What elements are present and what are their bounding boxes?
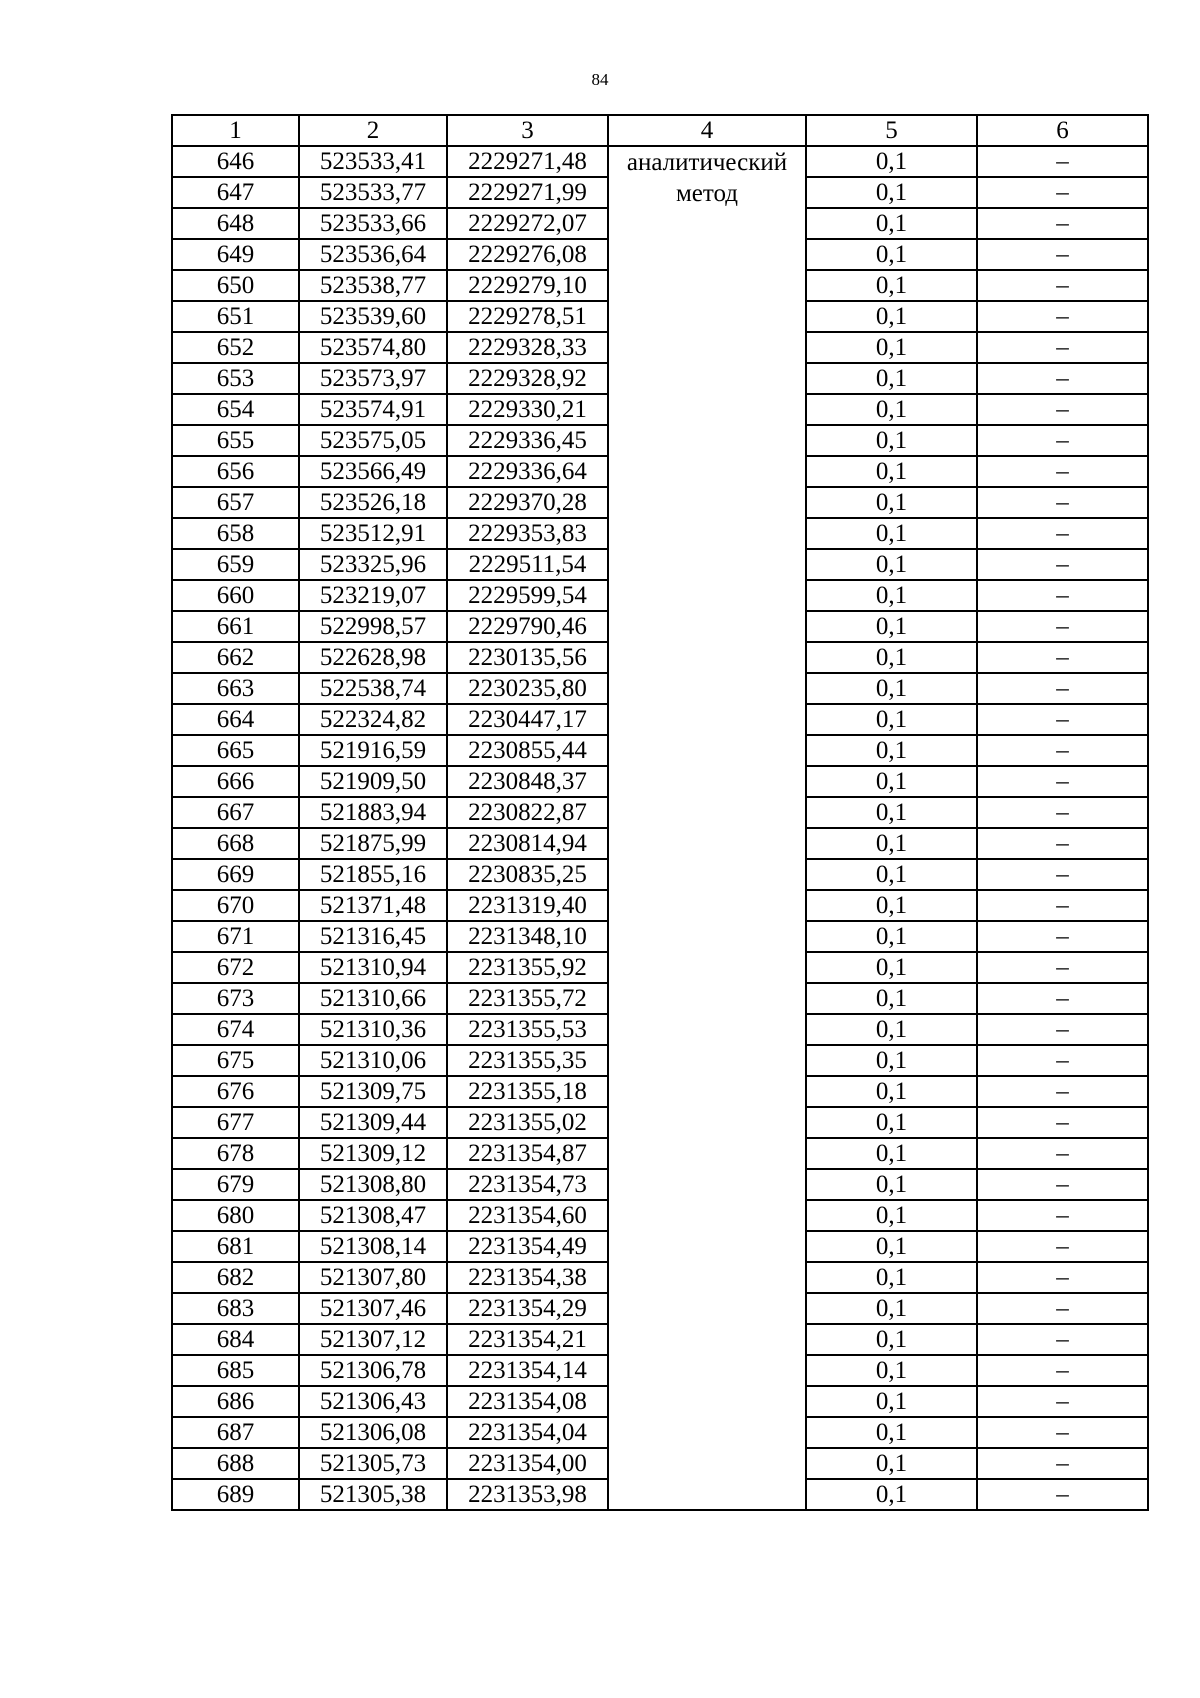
- accuracy-cell: 0,1: [806, 952, 977, 983]
- note-cell: –: [977, 1076, 1148, 1107]
- x-coordinate-cell: 523539,60: [299, 301, 447, 332]
- note-cell: –: [977, 1448, 1148, 1479]
- point-number-cell: 685: [172, 1355, 299, 1386]
- point-number-cell: 682: [172, 1262, 299, 1293]
- accuracy-cell: 0,1: [806, 673, 977, 704]
- y-coordinate-cell: 2231319,40: [447, 890, 608, 921]
- y-coordinate-cell: 2231354,38: [447, 1262, 608, 1293]
- point-number-cell: 655: [172, 425, 299, 456]
- note-cell: –: [977, 735, 1148, 766]
- note-cell: –: [977, 797, 1148, 828]
- table-row: [172, 146, 1148, 177]
- point-number-cell: 671: [172, 921, 299, 952]
- note-cell: –: [977, 1324, 1148, 1355]
- y-coordinate-cell: 2229336,64: [447, 456, 608, 487]
- y-coordinate-cell: 2230848,37: [447, 766, 608, 797]
- y-coordinate-cell: 2230855,44: [447, 735, 608, 766]
- point-number-cell: 665: [172, 735, 299, 766]
- x-coordinate-cell: 521316,45: [299, 921, 447, 952]
- y-coordinate-cell: 2229276,08: [447, 239, 608, 270]
- x-coordinate-cell: 523325,96: [299, 549, 447, 580]
- point-number-cell: 651: [172, 301, 299, 332]
- point-number-cell: 676: [172, 1076, 299, 1107]
- point-number-cell: 660: [172, 580, 299, 611]
- accuracy-cell: 0,1: [806, 1200, 977, 1231]
- y-coordinate-cell: 2229279,10: [447, 270, 608, 301]
- x-coordinate-cell: 521306,78: [299, 1355, 447, 1386]
- accuracy-cell: 0,1: [806, 270, 977, 301]
- note-cell: –: [977, 859, 1148, 890]
- accuracy-cell: 0,1: [806, 1386, 977, 1417]
- point-number-cell: 646: [172, 146, 299, 177]
- point-number-cell: 667: [172, 797, 299, 828]
- point-number-cell: 666: [172, 766, 299, 797]
- note-cell: –: [977, 1200, 1148, 1231]
- note-cell: –: [977, 952, 1148, 983]
- point-number-cell: 657: [172, 487, 299, 518]
- accuracy-cell: 0,1: [806, 487, 977, 518]
- coordinates-table-body: [172, 115, 1148, 1510]
- point-number-cell: 677: [172, 1107, 299, 1138]
- accuracy-cell: 0,1: [806, 239, 977, 270]
- x-coordinate-cell: 523219,07: [299, 580, 447, 611]
- x-coordinate-cell: 521309,75: [299, 1076, 447, 1107]
- x-coordinate-cell: 521909,50: [299, 766, 447, 797]
- point-number-cell: 688: [172, 1448, 299, 1479]
- y-coordinate-cell: 2229790,46: [447, 611, 608, 642]
- header-cell-5: 5: [806, 115, 977, 146]
- y-coordinate-cell: 2229330,21: [447, 394, 608, 425]
- accuracy-cell: 0,1: [806, 518, 977, 549]
- y-coordinate-cell: 2229599,54: [447, 580, 608, 611]
- accuracy-cell: 0,1: [806, 1324, 977, 1355]
- accuracy-cell: 0,1: [806, 363, 977, 394]
- x-coordinate-cell: 521307,80: [299, 1262, 447, 1293]
- y-coordinate-cell: 2231355,02: [447, 1107, 608, 1138]
- x-coordinate-cell: 522324,82: [299, 704, 447, 735]
- x-coordinate-cell: 521371,48: [299, 890, 447, 921]
- y-coordinate-cell: 2229328,33: [447, 332, 608, 363]
- point-number-cell: 674: [172, 1014, 299, 1045]
- point-number-cell: 663: [172, 673, 299, 704]
- note-cell: –: [977, 518, 1148, 549]
- accuracy-cell: 0,1: [806, 1355, 977, 1386]
- accuracy-cell: 0,1: [806, 1045, 977, 1076]
- x-coordinate-cell: 521310,94: [299, 952, 447, 983]
- note-cell: –: [977, 1138, 1148, 1169]
- y-coordinate-cell: 2230235,80: [447, 673, 608, 704]
- y-coordinate-cell: 2231354,21: [447, 1324, 608, 1355]
- x-coordinate-cell: 523574,91: [299, 394, 447, 425]
- y-coordinate-cell: 2231348,10: [447, 921, 608, 952]
- note-cell: –: [977, 704, 1148, 735]
- accuracy-cell: 0,1: [806, 1169, 977, 1200]
- accuracy-cell: 0,1: [806, 549, 977, 580]
- note-cell: –: [977, 301, 1148, 332]
- method-line-1: аналитический: [626, 149, 788, 176]
- accuracy-cell: 0,1: [806, 1262, 977, 1293]
- note-cell: –: [977, 642, 1148, 673]
- y-coordinate-cell: 2229336,45: [447, 425, 608, 456]
- x-coordinate-cell: 521875,99: [299, 828, 447, 859]
- y-coordinate-cell: 2231354,73: [447, 1169, 608, 1200]
- point-number-cell: 670: [172, 890, 299, 921]
- note-cell: –: [977, 549, 1148, 580]
- note-cell: –: [977, 983, 1148, 1014]
- x-coordinate-cell: 523538,77: [299, 270, 447, 301]
- point-number-cell: 647: [172, 177, 299, 208]
- y-coordinate-cell: 2231354,04: [447, 1417, 608, 1448]
- accuracy-cell: 0,1: [806, 1448, 977, 1479]
- accuracy-cell: 0,1: [806, 766, 977, 797]
- x-coordinate-cell: 521308,80: [299, 1169, 447, 1200]
- y-coordinate-cell: 2229271,99: [447, 177, 608, 208]
- header-cell-2: 2: [299, 115, 447, 146]
- x-coordinate-cell: 523566,49: [299, 456, 447, 487]
- accuracy-cell: 0,1: [806, 177, 977, 208]
- y-coordinate-cell: 2229271,48: [447, 146, 608, 177]
- x-coordinate-cell: 521310,36: [299, 1014, 447, 1045]
- accuracy-cell: 0,1: [806, 1138, 977, 1169]
- note-cell: –: [977, 1293, 1148, 1324]
- point-number-cell: 687: [172, 1417, 299, 1448]
- x-coordinate-cell: 521308,47: [299, 1200, 447, 1231]
- point-number-cell: 664: [172, 704, 299, 735]
- y-coordinate-cell: 2231354,00: [447, 1448, 608, 1479]
- y-coordinate-cell: 2231354,87: [447, 1138, 608, 1169]
- note-cell: –: [977, 1355, 1148, 1386]
- method-cell: [608, 146, 806, 1510]
- x-coordinate-cell: 523512,91: [299, 518, 447, 549]
- note-cell: –: [977, 270, 1148, 301]
- accuracy-cell: 0,1: [806, 208, 977, 239]
- x-coordinate-cell: 521307,46: [299, 1293, 447, 1324]
- accuracy-cell: 0,1: [806, 1014, 977, 1045]
- note-cell: –: [977, 673, 1148, 704]
- accuracy-cell: 0,1: [806, 1293, 977, 1324]
- x-coordinate-cell: 523575,05: [299, 425, 447, 456]
- point-number-cell: 650: [172, 270, 299, 301]
- point-number-cell: 654: [172, 394, 299, 425]
- header-row: [172, 115, 1148, 146]
- note-cell: –: [977, 425, 1148, 456]
- header-cell-1: 1: [172, 115, 299, 146]
- x-coordinate-cell: 522998,57: [299, 611, 447, 642]
- point-number-cell: 668: [172, 828, 299, 859]
- header-cell-4: 4: [608, 115, 806, 146]
- point-number-cell: 681: [172, 1231, 299, 1262]
- x-coordinate-cell: 521305,38: [299, 1479, 447, 1510]
- x-coordinate-cell: 523533,77: [299, 177, 447, 208]
- y-coordinate-cell: 2231355,72: [447, 983, 608, 1014]
- point-number-cell: 669: [172, 859, 299, 890]
- point-number-cell: 661: [172, 611, 299, 642]
- point-number-cell: 675: [172, 1045, 299, 1076]
- y-coordinate-cell: 2229272,07: [447, 208, 608, 239]
- note-cell: –: [977, 1386, 1148, 1417]
- method-line-2: метод: [675, 180, 738, 207]
- x-coordinate-cell: 523533,41: [299, 146, 447, 177]
- accuracy-cell: 0,1: [806, 859, 977, 890]
- accuracy-cell: 0,1: [806, 735, 977, 766]
- x-coordinate-cell: 522538,74: [299, 673, 447, 704]
- accuracy-cell: 0,1: [806, 642, 977, 673]
- x-coordinate-cell: 523573,97: [299, 363, 447, 394]
- y-coordinate-cell: 2231354,14: [447, 1355, 608, 1386]
- note-cell: –: [977, 146, 1148, 177]
- point-number-cell: 686: [172, 1386, 299, 1417]
- point-number-cell: 658: [172, 518, 299, 549]
- accuracy-cell: 0,1: [806, 1076, 977, 1107]
- accuracy-cell: 0,1: [806, 146, 977, 177]
- y-coordinate-cell: 2231355,35: [447, 1045, 608, 1076]
- y-coordinate-cell: 2231354,29: [447, 1293, 608, 1324]
- point-number-cell: 656: [172, 456, 299, 487]
- y-coordinate-cell: 2230814,94: [447, 828, 608, 859]
- accuracy-cell: 0,1: [806, 456, 977, 487]
- note-cell: –: [977, 239, 1148, 270]
- note-cell: –: [977, 1231, 1148, 1262]
- point-number-cell: 653: [172, 363, 299, 394]
- accuracy-cell: 0,1: [806, 983, 977, 1014]
- point-number-cell: 680: [172, 1200, 299, 1231]
- accuracy-cell: 0,1: [806, 332, 977, 363]
- y-coordinate-cell: 2229353,83: [447, 518, 608, 549]
- note-cell: –: [977, 828, 1148, 859]
- x-coordinate-cell: 521306,08: [299, 1417, 447, 1448]
- accuracy-cell: 0,1: [806, 921, 977, 952]
- x-coordinate-cell: 521310,66: [299, 983, 447, 1014]
- point-number-cell: 679: [172, 1169, 299, 1200]
- x-coordinate-cell: 521308,14: [299, 1231, 447, 1262]
- x-coordinate-cell: 521309,44: [299, 1107, 447, 1138]
- note-cell: –: [977, 1169, 1148, 1200]
- point-number-cell: 662: [172, 642, 299, 673]
- note-cell: –: [977, 456, 1148, 487]
- y-coordinate-cell: 2230835,25: [447, 859, 608, 890]
- coordinates-table: [171, 114, 1149, 1511]
- y-coordinate-cell: 2230447,17: [447, 704, 608, 735]
- accuracy-cell: 0,1: [806, 1231, 977, 1262]
- accuracy-cell: 0,1: [806, 797, 977, 828]
- x-coordinate-cell: 521309,12: [299, 1138, 447, 1169]
- accuracy-cell: 0,1: [806, 425, 977, 456]
- point-number-cell: 652: [172, 332, 299, 363]
- accuracy-cell: 0,1: [806, 611, 977, 642]
- accuracy-cell: 0,1: [806, 580, 977, 611]
- note-cell: –: [977, 394, 1148, 425]
- point-number-cell: 689: [172, 1479, 299, 1510]
- accuracy-cell: 0,1: [806, 704, 977, 735]
- note-cell: –: [977, 332, 1148, 363]
- note-cell: –: [977, 1262, 1148, 1293]
- accuracy-cell: 0,1: [806, 890, 977, 921]
- x-coordinate-cell: 521307,12: [299, 1324, 447, 1355]
- header-cell-6: 6: [977, 115, 1148, 146]
- point-number-cell: 659: [172, 549, 299, 580]
- note-cell: –: [977, 580, 1148, 611]
- note-cell: –: [977, 1479, 1148, 1510]
- point-number-cell: 648: [172, 208, 299, 239]
- page-number: 84: [591, 70, 609, 89]
- x-coordinate-cell: 523536,64: [299, 239, 447, 270]
- y-coordinate-cell: 2231354,60: [447, 1200, 608, 1231]
- note-cell: –: [977, 921, 1148, 952]
- accuracy-cell: 0,1: [806, 1479, 977, 1510]
- point-number-cell: 683: [172, 1293, 299, 1324]
- note-cell: –: [977, 1417, 1148, 1448]
- y-coordinate-cell: 2230135,56: [447, 642, 608, 673]
- accuracy-cell: 0,1: [806, 301, 977, 332]
- x-coordinate-cell: 521306,43: [299, 1386, 447, 1417]
- note-cell: –: [977, 611, 1148, 642]
- y-coordinate-cell: 2231354,49: [447, 1231, 608, 1262]
- note-cell: –: [977, 890, 1148, 921]
- note-cell: –: [977, 208, 1148, 239]
- y-coordinate-cell: 2231355,53: [447, 1014, 608, 1045]
- x-coordinate-cell: 521855,16: [299, 859, 447, 890]
- note-cell: –: [977, 363, 1148, 394]
- accuracy-cell: 0,1: [806, 394, 977, 425]
- x-coordinate-cell: 521310,06: [299, 1045, 447, 1076]
- x-coordinate-cell: 521916,59: [299, 735, 447, 766]
- point-number-cell: 672: [172, 952, 299, 983]
- note-cell: –: [977, 1045, 1148, 1076]
- x-coordinate-cell: 523574,80: [299, 332, 447, 363]
- note-cell: –: [977, 766, 1148, 797]
- y-coordinate-cell: 2230822,87: [447, 797, 608, 828]
- note-cell: –: [977, 1107, 1148, 1138]
- y-coordinate-cell: 2231355,18: [447, 1076, 608, 1107]
- accuracy-cell: 0,1: [806, 1417, 977, 1448]
- x-coordinate-cell: 523533,66: [299, 208, 447, 239]
- x-coordinate-cell: 521305,73: [299, 1448, 447, 1479]
- y-coordinate-cell: 2231354,08: [447, 1386, 608, 1417]
- x-coordinate-cell: 522628,98: [299, 642, 447, 673]
- point-number-cell: 678: [172, 1138, 299, 1169]
- point-number-cell: 673: [172, 983, 299, 1014]
- y-coordinate-cell: 2229370,28: [447, 487, 608, 518]
- header-cell-3: 3: [447, 115, 608, 146]
- y-coordinate-cell: 2229328,92: [447, 363, 608, 394]
- y-coordinate-cell: 2229511,54: [447, 549, 608, 580]
- accuracy-cell: 0,1: [806, 828, 977, 859]
- y-coordinate-cell: 2231353,98: [447, 1479, 608, 1510]
- note-cell: –: [977, 487, 1148, 518]
- x-coordinate-cell: 521883,94: [299, 797, 447, 828]
- y-coordinate-cell: 2229278,51: [447, 301, 608, 332]
- accuracy-cell: 0,1: [806, 1107, 977, 1138]
- x-coordinate-cell: 523526,18: [299, 487, 447, 518]
- point-number-cell: 649: [172, 239, 299, 270]
- point-number-cell: 684: [172, 1324, 299, 1355]
- y-coordinate-cell: 2231355,92: [447, 952, 608, 983]
- note-cell: –: [977, 177, 1148, 208]
- note-cell: –: [977, 1014, 1148, 1045]
